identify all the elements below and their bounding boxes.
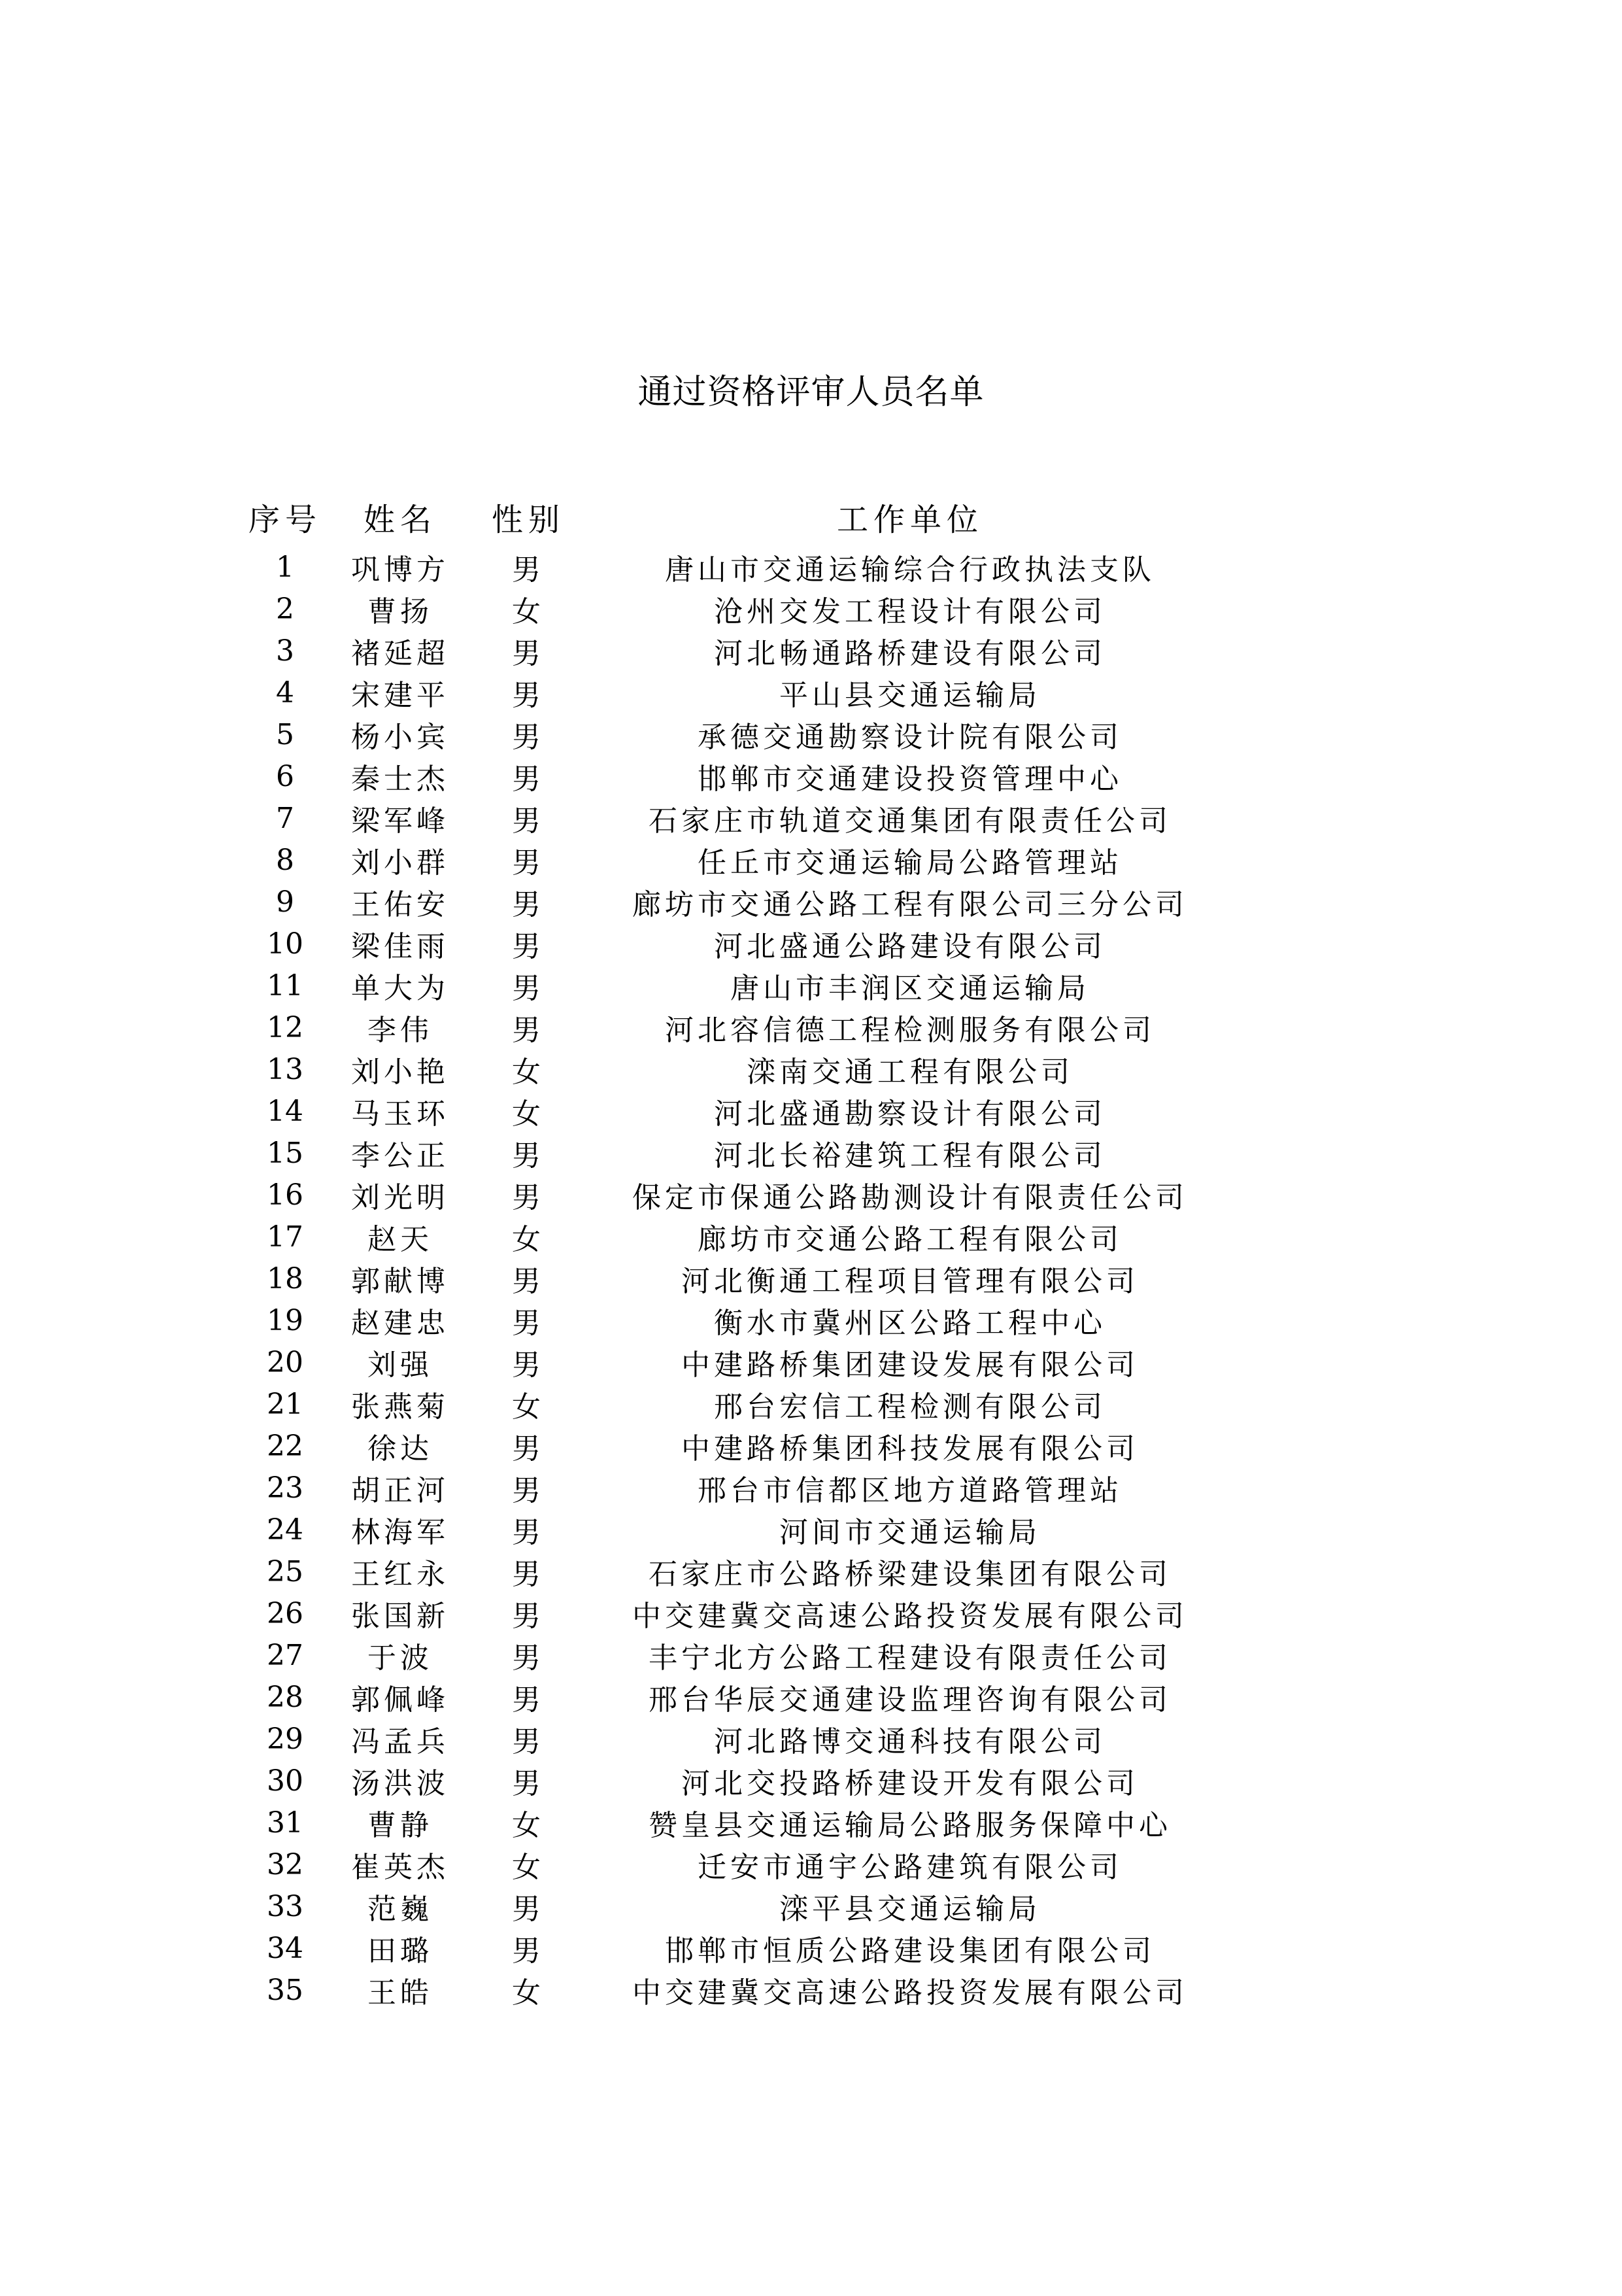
cell-name: 曹静 (367, 1809, 433, 1842)
cell-no: 21 (267, 1387, 303, 1421)
cell-unit: 河北衡通工程项目管理有限公司 (681, 1265, 1139, 1298)
table-row (241, 588, 1234, 630)
table-row (241, 1969, 1234, 2011)
table-row (241, 1718, 1234, 1760)
table-row (241, 1132, 1234, 1174)
table-row (241, 630, 1234, 672)
cell-name: 巩博方 (351, 553, 449, 587)
table-row (241, 1174, 1234, 1216)
roster-table (241, 487, 1234, 2011)
cell-name: 赵天 (367, 1223, 433, 1256)
cell-name: 马玉环 (351, 1097, 449, 1131)
table-row (241, 1258, 1234, 1299)
cell-no: 6 (276, 759, 294, 793)
cell-unit: 唐山市交通运输综合行政执法支队 (665, 553, 1155, 587)
page-title: 通过资格评审人员名单 (637, 373, 985, 412)
cell-gender: 男 (512, 721, 545, 754)
cell-name: 汤洪波 (351, 1767, 449, 1800)
cell-name: 李公正 (351, 1139, 449, 1173)
table-row (241, 1299, 1234, 1341)
cell-name: 褚延超 (351, 637, 449, 670)
cell-gender: 男 (512, 553, 545, 587)
cell-no: 8 (276, 843, 294, 877)
cell-gender: 女 (512, 1809, 545, 1842)
cell-name: 刘小群 (351, 846, 449, 880)
cell-no: 5 (276, 717, 294, 751)
cell-unit: 邯郸市交通建设投资管理中心 (698, 762, 1123, 796)
table-row (241, 1634, 1234, 1676)
cell-no: 35 (267, 1973, 303, 2007)
cell-name: 王皓 (367, 1976, 433, 2010)
cell-no: 12 (267, 1010, 303, 1044)
table-row (241, 1006, 1234, 1048)
cell-gender: 男 (512, 1139, 545, 1173)
cell-unit: 邯郸市恒质公路建设集团有限公司 (665, 1934, 1155, 1968)
cell-name: 范巍 (367, 1893, 433, 1926)
cell-unit: 滦平县交通运输局 (779, 1893, 1041, 1926)
cell-gender: 女 (512, 1976, 545, 2010)
cell-no: 26 (267, 1596, 303, 1630)
cell-no: 1 (276, 550, 294, 584)
cell-gender: 男 (512, 1432, 545, 1465)
cell-unit: 任丘市交通运输局公路管理站 (698, 846, 1123, 880)
cell-unit: 河北长裕建筑工程有限公司 (714, 1139, 1106, 1173)
cell-gender: 女 (512, 1390, 545, 1424)
cell-gender: 女 (512, 1055, 545, 1089)
table-header-row (241, 487, 1234, 546)
cell-no: 9 (276, 885, 294, 919)
table-row (241, 1592, 1234, 1634)
cell-gender: 男 (512, 1265, 545, 1298)
cell-no: 10 (267, 927, 303, 961)
cell-unit: 邢台市信都区地方道路管理站 (698, 1474, 1123, 1507)
cell-gender: 男 (512, 1014, 545, 1047)
cell-gender: 男 (512, 930, 545, 963)
cell-name: 冯孟兵 (351, 1725, 449, 1758)
cell-name: 刘光明 (351, 1181, 449, 1214)
cell-unit: 廊坊市交通公路工程有限公司 (698, 1223, 1123, 1256)
cell-no: 14 (267, 1094, 303, 1128)
cell-no: 27 (267, 1638, 303, 1672)
table-row (241, 839, 1234, 881)
cell-gender: 女 (512, 1851, 545, 1884)
header-gender: 性别 (491, 501, 565, 538)
cell-unit: 赞皇县交通运输局公路服务保障中心 (649, 1809, 1172, 1842)
table-row (241, 1509, 1234, 1551)
cell-name: 梁佳雨 (351, 930, 449, 963)
cell-gender: 男 (512, 1516, 545, 1549)
cell-unit: 邢台宏信工程检测有限公司 (714, 1390, 1106, 1424)
cell-gender: 女 (512, 1223, 545, 1256)
cell-unit: 河北路博交通科技有限公司 (714, 1725, 1106, 1758)
cell-name: 赵建忠 (351, 1307, 449, 1340)
table-row (241, 1341, 1234, 1383)
header-unit: 工作单位 (836, 501, 983, 538)
cell-no: 22 (267, 1429, 303, 1463)
table-row (241, 1383, 1234, 1425)
cell-name: 郭佩峰 (351, 1683, 449, 1717)
cell-no: 23 (267, 1471, 303, 1505)
cell-no: 7 (276, 801, 294, 835)
cell-no: 29 (267, 1722, 303, 1756)
cell-unit: 衡水市冀州区公路工程中心 (714, 1307, 1106, 1340)
cell-gender: 男 (512, 846, 545, 880)
cell-unit: 河间市交通运输局 (779, 1516, 1041, 1549)
cell-no: 34 (267, 1931, 303, 1965)
cell-gender: 男 (512, 1683, 545, 1717)
cell-unit: 中建路桥集团科技发展有限公司 (681, 1432, 1139, 1465)
cell-gender: 男 (512, 679, 545, 712)
cell-unit: 石家庄市公路桥梁建设集团有限公司 (649, 1558, 1172, 1591)
table-row (241, 1676, 1234, 1718)
cell-unit: 石家庄市轨道交通集团有限责任公司 (649, 804, 1172, 838)
cell-name: 宋建平 (351, 679, 449, 712)
cell-no: 20 (267, 1345, 303, 1379)
cell-no: 4 (276, 676, 294, 710)
cell-gender: 男 (512, 1307, 545, 1340)
cell-name: 曹扬 (367, 595, 433, 628)
header-name: 姓名 (363, 501, 437, 538)
cell-no: 17 (267, 1220, 303, 1254)
cell-name: 刘小艳 (351, 1055, 449, 1089)
table-row (241, 1425, 1234, 1467)
table-row (241, 713, 1234, 755)
cell-name: 徐达 (367, 1432, 433, 1465)
table-row (241, 923, 1234, 965)
cell-gender: 男 (512, 1348, 545, 1382)
cell-no: 19 (267, 1303, 303, 1337)
cell-gender: 男 (512, 762, 545, 796)
cell-gender: 男 (512, 1725, 545, 1758)
cell-gender: 男 (512, 1934, 545, 1968)
cell-unit: 河北交投路桥建设开发有限公司 (681, 1767, 1139, 1800)
cell-gender: 男 (512, 888, 545, 921)
cell-gender: 男 (512, 1893, 545, 1926)
cell-name: 张国新 (351, 1600, 449, 1633)
table-row (241, 1843, 1234, 1885)
table-row (241, 1551, 1234, 1592)
cell-gender: 女 (512, 1097, 545, 1131)
cell-no: 16 (267, 1178, 303, 1212)
cell-no: 13 (267, 1052, 303, 1086)
cell-unit: 河北容信德工程检测服务有限公司 (665, 1014, 1155, 1047)
cell-name: 田璐 (367, 1934, 433, 1968)
cell-no: 33 (267, 1889, 303, 1923)
table-row (241, 1090, 1234, 1132)
table-row (241, 797, 1234, 839)
cell-no: 18 (267, 1261, 303, 1295)
cell-no: 31 (267, 1806, 303, 1840)
cell-no: 25 (267, 1554, 303, 1588)
cell-no: 30 (267, 1764, 303, 1798)
cell-no: 28 (267, 1680, 303, 1714)
cell-gender: 女 (512, 595, 545, 628)
cell-gender: 男 (512, 972, 545, 1005)
cell-name: 梁军峰 (351, 804, 449, 838)
cell-gender: 男 (512, 1474, 545, 1507)
table-row (241, 881, 1234, 923)
cell-unit: 迁安市通宇公路建筑有限公司 (698, 1851, 1123, 1884)
cell-gender: 男 (512, 1767, 545, 1800)
cell-name: 杨小宾 (351, 721, 449, 754)
cell-unit: 丰宁北方公路工程建设有限责任公司 (649, 1641, 1172, 1675)
cell-name: 张燕菊 (351, 1390, 449, 1424)
cell-no: 3 (276, 634, 294, 668)
cell-name: 李伟 (367, 1014, 433, 1047)
cell-gender: 男 (512, 804, 545, 838)
table-row (241, 965, 1234, 1006)
cell-gender: 男 (512, 1641, 545, 1675)
cell-name: 于波 (367, 1641, 433, 1675)
cell-no: 11 (267, 968, 303, 1002)
table-row (241, 672, 1234, 713)
cell-unit: 邢台华辰交通建设监理咨询有限公司 (649, 1683, 1172, 1717)
table-row (241, 1885, 1234, 1927)
table-row (241, 1216, 1234, 1258)
table-row (241, 1048, 1234, 1090)
table-row (241, 1467, 1234, 1509)
cell-name: 郭献博 (351, 1265, 449, 1298)
cell-unit: 河北盛通勘察设计有限公司 (714, 1097, 1106, 1131)
table-row (241, 1802, 1234, 1843)
cell-unit: 唐山市丰润区交通运输局 (730, 972, 1090, 1005)
cell-gender: 男 (512, 1558, 545, 1591)
table-row (241, 1927, 1234, 1969)
cell-name: 刘强 (367, 1348, 433, 1382)
cell-name: 林海军 (351, 1516, 449, 1549)
cell-unit: 承德交通勘察设计院有限公司 (698, 721, 1123, 754)
cell-unit: 中建路桥集团建设发展有限公司 (681, 1348, 1139, 1382)
cell-gender: 男 (512, 1181, 545, 1214)
table-body (241, 546, 1234, 2011)
cell-gender: 男 (512, 1600, 545, 1633)
cell-no: 32 (267, 1847, 303, 1881)
cell-unit: 中交建冀交高速公路投资发展有限公司 (632, 1976, 1188, 2010)
cell-name: 王红永 (351, 1558, 449, 1591)
table-row (241, 1760, 1234, 1802)
header-no: 序号 (248, 501, 322, 538)
cell-unit: 河北盛通公路建设有限公司 (714, 930, 1106, 963)
cell-unit: 河北畅通路桥建设有限公司 (714, 637, 1106, 670)
cell-no: 2 (276, 592, 294, 626)
cell-gender: 男 (512, 637, 545, 670)
cell-unit: 中交建冀交高速公路投资发展有限公司 (632, 1600, 1188, 1633)
cell-unit: 保定市保通公路勘测设计有限责任公司 (632, 1181, 1188, 1214)
cell-unit: 滦南交通工程有限公司 (747, 1055, 1073, 1089)
cell-name: 王佑安 (351, 888, 449, 921)
table-row (241, 546, 1234, 588)
cell-name: 胡正河 (351, 1474, 449, 1507)
cell-unit: 沧州交发工程设计有限公司 (714, 595, 1106, 628)
cell-unit: 廊坊市交通公路工程有限公司三分公司 (632, 888, 1188, 921)
cell-no: 15 (267, 1136, 303, 1170)
cell-no: 24 (267, 1513, 303, 1547)
table-row (241, 755, 1234, 797)
cell-name: 秦士杰 (351, 762, 449, 796)
cell-name: 崔英杰 (351, 1851, 449, 1884)
cell-unit: 平山县交通运输局 (779, 679, 1041, 712)
cell-name: 单大为 (351, 972, 449, 1005)
